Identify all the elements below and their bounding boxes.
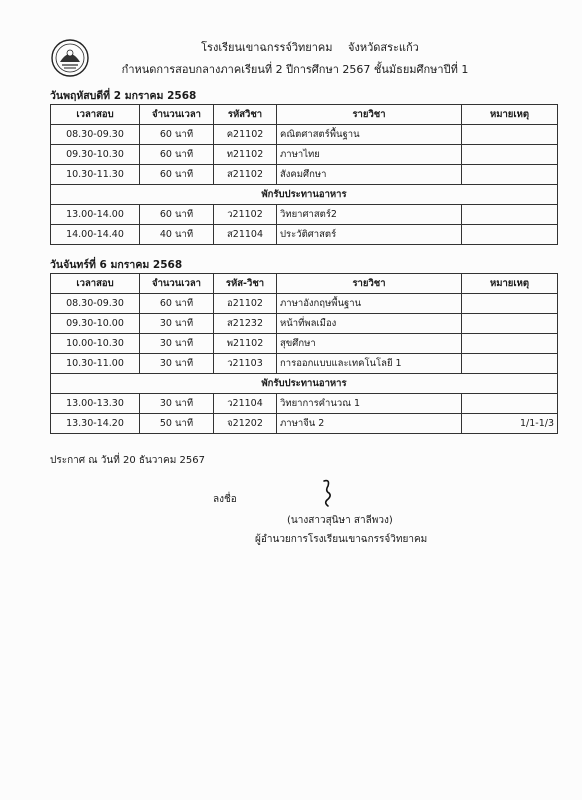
cell-subject: สุขศึกษา [277,334,462,354]
cell-time: 10.00-10.30 [51,334,140,354]
cell-time: 14.00-14.40 [51,225,140,245]
signer-title: ผู้อำนวยการโรงเรียนเขาฉกรรจ์วิทยาคม [255,534,428,545]
table-row [51,414,558,434]
lunch-break-label: พักรับประทานอาหาร [51,185,558,205]
cell-subject: ภาษาอังกฤษพื้นฐาน [277,294,462,314]
cell-subject: ประวัติศาสตร์ [277,225,462,245]
cell-code: อ21102 [214,294,277,314]
day1-schedule-table [50,104,558,245]
signer-name: (นางสาวสุนิษา สาลีพวง) [287,515,393,526]
cell-duration: 30 นาที [140,314,214,334]
cell-note [462,334,558,354]
col-header-subject: รายวิชา [277,105,462,125]
cell-code: จ21202 [214,414,277,434]
cell-subject: หน้าที่พลเมือง [277,314,462,334]
cell-subject: วิทยาการคำนวณ 1 [277,394,462,414]
table-row [51,394,558,414]
header-school-line [110,38,510,56]
table-header-row [51,105,558,125]
cell-note [462,394,558,414]
cell-subject: การออกแบบและเทคโนโลยี 1 [277,354,462,374]
col-header-time: เวลาสอบ [51,274,140,294]
cell-note [462,165,558,185]
table-row [51,145,558,165]
cell-code: ว21103 [214,354,277,374]
cell-time: 10.30-11.30 [51,165,140,185]
cell-time: 13.30-14.20 [51,414,140,434]
cell-code: ว21102 [214,205,277,225]
cell-duration: 30 นาที [140,334,214,354]
day2-schedule-table [50,273,558,434]
exam-subtitle: กำหนดการสอบกลางภาคเรียนที่ 2 ปีการศึกษา 2567 ชั้นมัธยมศึกษาปีที่ 1 [121,63,469,76]
cell-duration: 60 นาที [140,145,214,165]
table-row [51,125,558,145]
col-header-duration: จำนวนเวลา [140,274,214,294]
col-header-code: รหัสวิชา [214,105,277,125]
cell-duration: 40 นาที [140,225,214,245]
day2-title: วันจันทร์ที่ 6 มกราคม 2568 [50,259,183,271]
table-row [51,334,558,354]
cell-note [462,225,558,245]
signature-label: ลงชื่อ [213,494,237,505]
signature-mark [316,478,338,508]
cell-duration: 30 นาที [140,354,214,374]
table-row [51,314,558,334]
cell-duration: 60 นาที [140,125,214,145]
cell-code: ค21102 [214,125,277,145]
province-name: จังหวัดสระแก้ว [348,41,419,54]
cell-duration: 60 นาที [140,205,214,225]
table-row [51,205,558,225]
break-row [51,185,558,205]
cell-code: ท21102 [214,145,277,165]
cell-note [462,125,558,145]
cell-time: 09.30-10.30 [51,145,140,165]
col-header-time: เวลาสอบ [51,105,140,125]
cell-time: 08.30-09.30 [51,125,140,145]
cell-duration: 30 นาที [140,394,214,414]
table-header-row [51,274,558,294]
col-header-duration: จำนวนเวลา [140,105,214,125]
cell-note [462,145,558,165]
col-header-note: หมายเหตุ [462,105,558,125]
cell-duration: 60 นาที [140,165,214,185]
cell-time: 13.00-14.00 [51,205,140,225]
col-header-code: รหัส-วิชา [214,274,277,294]
cell-code: ส21102 [214,165,277,185]
cell-note [462,354,558,374]
break-row [51,374,558,394]
cell-code: ส21232 [214,314,277,334]
announcement-date: ประกาศ ณ วันที่ 20 ธันวาคม 2567 [50,455,205,466]
day1-title: วันพฤหัสบดีที่ 2 มกราคม 2568 [50,90,197,102]
cell-subject: สังคมศึกษา [277,165,462,185]
cell-time: 10.30-11.00 [51,354,140,374]
table-row [51,225,558,245]
cell-time: 13.00-13.30 [51,394,140,414]
cell-time: 09.30-10.00 [51,314,140,334]
col-header-note: หมายเหตุ [462,274,558,294]
cell-code: พ21102 [214,334,277,354]
cell-time: 08.30-09.30 [51,294,140,314]
cell-code: ว21104 [214,394,277,414]
cell-subject: ภาษาไทย [277,145,462,165]
cell-subject: คณิตศาสตร์พื้นฐาน [277,125,462,145]
cell-note: 1/1-1/3 [462,414,558,434]
table-row [51,294,558,314]
cell-note [462,205,558,225]
cell-code: ส21104 [214,225,277,245]
cell-subject: วิทยาศาสตร์2 [277,205,462,225]
cell-duration: 60 นาที [140,294,214,314]
school-name: โรงเรียนเขาฉกรรจ์วิทยาคม [201,41,333,54]
cell-note [462,314,558,334]
cell-note [462,294,558,314]
school-emblem-icon [50,38,90,78]
cell-duration: 50 นาที [140,414,214,434]
table-row [51,354,558,374]
lunch-break-label: พักรับประทานอาหาร [51,374,558,394]
cell-subject: ภาษาจีน 2 [277,414,462,434]
col-header-subject: รายวิชา [277,274,462,294]
table-row [51,165,558,185]
